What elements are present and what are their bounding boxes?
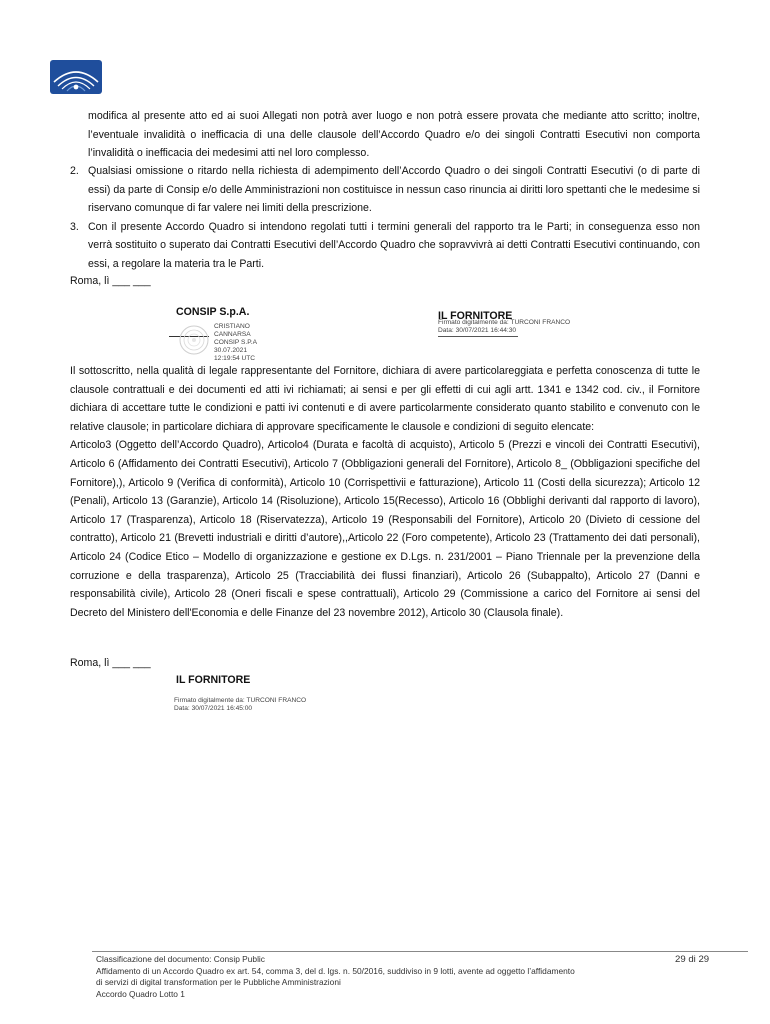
list-item bbox=[70, 162, 700, 218]
fornitore-digital-signature bbox=[438, 319, 570, 334]
footer-lot: Accordo Quadro Lotto 1 bbox=[96, 988, 185, 999]
fornitore-digital-signature bbox=[174, 697, 306, 712]
place-date-line: Roma, lì ___ ___ bbox=[70, 657, 151, 669]
consip-logo-icon bbox=[50, 60, 102, 94]
digital-signature-seal-icon bbox=[178, 324, 210, 356]
list-item-number: 3. bbox=[70, 220, 79, 233]
signature-line-text: Data: 30/07/2021 16:44:30 bbox=[438, 326, 517, 334]
paragraph-continuation: modifica al presente atto ed ai suoi Allegati non potrà aver luogo e non potrà essere provata che mediante atto scritto; inoltre, l’eventuale invalidità o inefficacia di una delle clausole dell’Accordo Quadro e/o dei singoli Contratti Esecutivi non comporta l’invalidità o inefficacia dei medesimi atti nel loro complesso. bbox=[88, 110, 700, 160]
footer-text bbox=[96, 954, 656, 1000]
signature-line-text: CRISTIANO bbox=[214, 323, 250, 330]
consip-digital-signature bbox=[214, 323, 257, 363]
place-date-line: Roma, lì ___ ___ bbox=[70, 275, 151, 287]
signature-line-text: CONSIP S.P.A bbox=[214, 339, 258, 347]
consip-signature-title: CONSIP S.p.A. bbox=[176, 306, 250, 318]
list-item-number: 2. bbox=[70, 165, 79, 177]
signature-line-text: Firmato digitalmente da: TURCONI FRANCO bbox=[438, 319, 571, 326]
footer-description: Affidamento di un Accordo Quadro ex art. 54, comma 3, del d. lgs. n. 50/2016, suddiviso in 9 lotti, avente ad oggetto l’affidamento bbox=[96, 965, 575, 976]
page-number: 29 di 29 bbox=[675, 954, 710, 965]
footer-classification: Classificazione del documento: Consip Public bbox=[96, 954, 265, 964]
list-item-text: Qualsiasi omissione o ritardo nella richiesta di adempimento dell’Accordo Quadro o dei singoli Contratti Esecutivi (o di parte di essi) da parte di Consip e/o delle Amministrazioni non costituisce in nessun caso rinuncia ai diritti loro spettanti che le medesime si riservano comunque di far valere nei limiti della prescrizione. bbox=[88, 165, 700, 215]
list-item bbox=[70, 218, 700, 274]
numbered-clause-list bbox=[70, 162, 700, 274]
approval-paragraph: Il sottoscritto, nella qualità di legale rappresentante del Fornitore, dichiara di avere particolareggiata e perfetta conoscenza di tutte le clausole contrattuali e dei documenti ed atti ivi richiamati; ai sensi e per gli effetti di cui agli artt. 1341 e 1342 cod. civ., il Fornitore dichiara di accettare tutte le condizioni e patti ivi contenuti e di avere particolarmente considerato quanto stabilito e convenuto con le relative clausole; in particolare dichiara di approvare specificamente le clausole e condizioni di seguito elencate: bbox=[70, 365, 700, 433]
signature-line bbox=[438, 336, 518, 337]
signature-line-text: Firmato digitalmente da: TURCONI FRANCO bbox=[174, 697, 307, 704]
signature-line-text: Data: 30/07/2021 16:45:00 bbox=[174, 704, 253, 712]
articles-paragraph: Articolo3 (Oggetto dell’Accordo Quadro), Articolo4 (Durata e facoltà di acquisto), Articolo 5 (Prezzi e vincoli dei Contratti Esecutivi), Articolo 6 (Affidamento dei Contratti Esecutivi), Articolo 7 (Obbligazioni generali del Fornitore), Articolo 8_ (Obbligazioni specifiche del Fornitore),), Articolo 9 (Verifica di conformità), Articolo 10 (Corrispettivii e fatturazione), Articolo 11 (Costi della sicurezza); Articolo 12 (Penali), Articolo 13 (Garanzie), Articolo 14 (Risoluzione), Articolo 15(Recesso), Articolo 16 (Obblighi derivanti dal rapporto di lavoro), Articolo 17 (Trasparenza), Articolo 18 (Riservatezza), Articolo 19 (Responsabili del Fornitore), Articolo 20 (Divieto di cessione del contratto), Articolo 21 (Brevetti industriali e diritti d’autore),,Articolo 22 (Foro competente), Articolo 23 (Trattamento dei dati personali), Articolo 24 (Codice Etico – Modello di organizzazione e gestione ex D.Lgs. n. 231/2001 – Piano Triennale per la prevenzione della corruzione e della trasparenza), Articolo 25 (Tracciabilità dei flussi finanziari), Articolo 26 (Subappalto), Articolo 27 (Danni e responsabilità civile), Articolo 28 (Oneri fiscali e spese contrattuali), Articolo 29 (Commissione a carico del Fornitore ai sensi del Decreto del Ministero dell'Economia e delle Finanze del 23 novembre 2012), Articolo 30 (Clausola finale). bbox=[70, 439, 700, 619]
fornitore-signature-title: IL FORNITORE bbox=[438, 310, 513, 322]
approval-section bbox=[70, 362, 700, 622]
footer-divider bbox=[92, 951, 748, 952]
signature-line-text: CANNARSA bbox=[214, 331, 251, 339]
footer-description: di servizi di digital transformation per le Pubbliche Amministrazioni bbox=[96, 977, 341, 988]
signature-line-text: 30.07.2021 bbox=[214, 347, 248, 355]
list-item-text: Con il presente Accordo Quadro si intendono regolati tutti i termini generali del rapporto tra le Parti; in conseguenza esso non verrà sostituito o superato dai Contratti Esecutivi dell’Accordo Quadro che sopravvivrà ai detti Contratti Esecutivi continuando, con essi, a regolare la materia tra le Parti. bbox=[88, 220, 700, 270]
signature-line-text: 12:19:54 UTC bbox=[214, 355, 256, 363]
fornitore-signature-title: IL FORNITORE bbox=[176, 674, 251, 686]
